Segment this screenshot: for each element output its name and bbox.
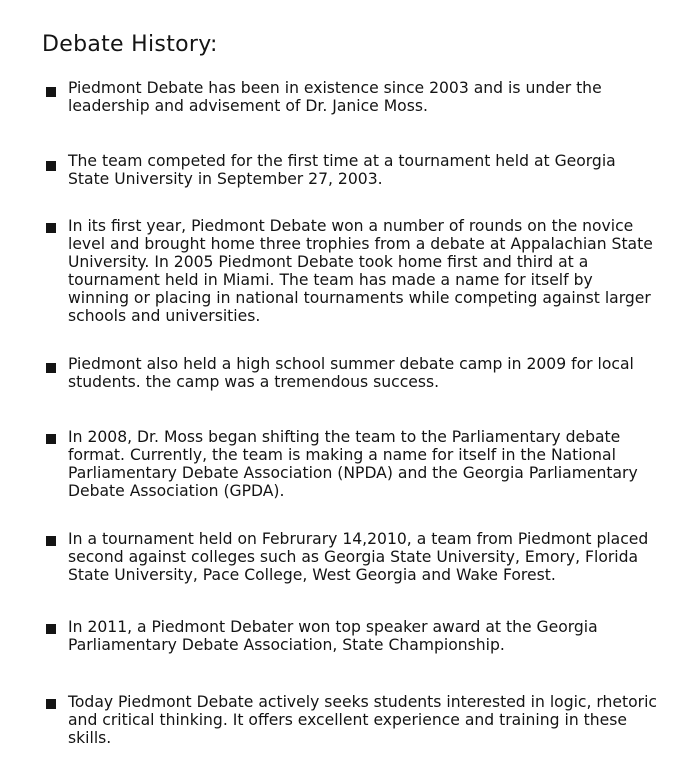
page-title: Debate History: bbox=[42, 32, 218, 57]
text-line: Parliamentary Debate Association (NPDA) and the Georgia Parliamentary bbox=[68, 464, 638, 483]
text-line: students. the camp was a tremendous success. bbox=[68, 373, 440, 392]
text-line: In a tournament held on Februrary 14,2010, a team from Piedmont placed bbox=[68, 530, 649, 548]
list-item-text bbox=[68, 530, 683, 584]
text-line: Piedmont Debate has been in existence since 2003 and is under the bbox=[68, 79, 602, 97]
bullet-icon bbox=[46, 87, 56, 97]
list-item-text bbox=[68, 217, 683, 326]
text-line: tournament held in Miami. The team has made a name for itself by bbox=[68, 271, 593, 290]
list-item-text bbox=[68, 79, 683, 115]
list-item-text bbox=[68, 428, 683, 500]
text-line: schools and universities. bbox=[68, 307, 261, 326]
text-line: State University in September 27, 2003. bbox=[68, 170, 383, 189]
text-line: Debate Association (GPDA). bbox=[68, 482, 285, 501]
bullet-icon bbox=[46, 624, 56, 634]
text-line: and critical thinking. It offers excellent experience and training in these bbox=[68, 711, 627, 730]
list-item-text bbox=[68, 618, 683, 654]
list-item-text bbox=[68, 152, 683, 188]
bullet-icon bbox=[46, 699, 56, 709]
text-line: In 2008, Dr. Moss began shifting the team to the Parliamentary debate bbox=[68, 428, 621, 446]
text-line: leadership and advisement of Dr. Janice Moss. bbox=[68, 97, 428, 116]
list-item-text bbox=[68, 693, 683, 747]
text-line: The team competed for the first time at a tournament held at Georgia bbox=[68, 152, 616, 170]
bullet-icon bbox=[46, 434, 56, 444]
list-item-text bbox=[68, 355, 683, 391]
text-line: State University, Pace College, West Georgia and Wake Forest. bbox=[68, 566, 556, 585]
text-line: In its first year, Piedmont Debate won a number of rounds on the novice bbox=[68, 217, 634, 235]
text-line: Parliamentary Debate Association, State Championship. bbox=[68, 636, 505, 655]
text-line: second against colleges such as Georgia State University, Emory, Florida bbox=[68, 548, 639, 567]
text-line: Today Piedmont Debate actively seeks students interested in logic, rhetoric bbox=[68, 693, 657, 711]
text-line: format. Currently, the team is making a name for itself in the National bbox=[68, 446, 616, 465]
bullet-icon bbox=[46, 161, 56, 171]
bullet-icon bbox=[46, 536, 56, 546]
text-line: skills. bbox=[68, 729, 112, 748]
text-line: level and brought home three trophies from a debate at Appalachian State bbox=[68, 235, 653, 254]
bullet-icon bbox=[46, 363, 56, 373]
text-line: University. In 2005 Piedmont Debate took home first and third at a bbox=[68, 253, 589, 272]
text-line: In 2011, a Piedmont Debater won top speaker award at the Georgia bbox=[68, 618, 598, 636]
text-line: winning or placing in national tournaments while competing against larger bbox=[68, 289, 651, 308]
text-line: Piedmont also held a high school summer debate camp in 2009 for local bbox=[68, 355, 634, 373]
bullet-icon bbox=[46, 223, 56, 233]
